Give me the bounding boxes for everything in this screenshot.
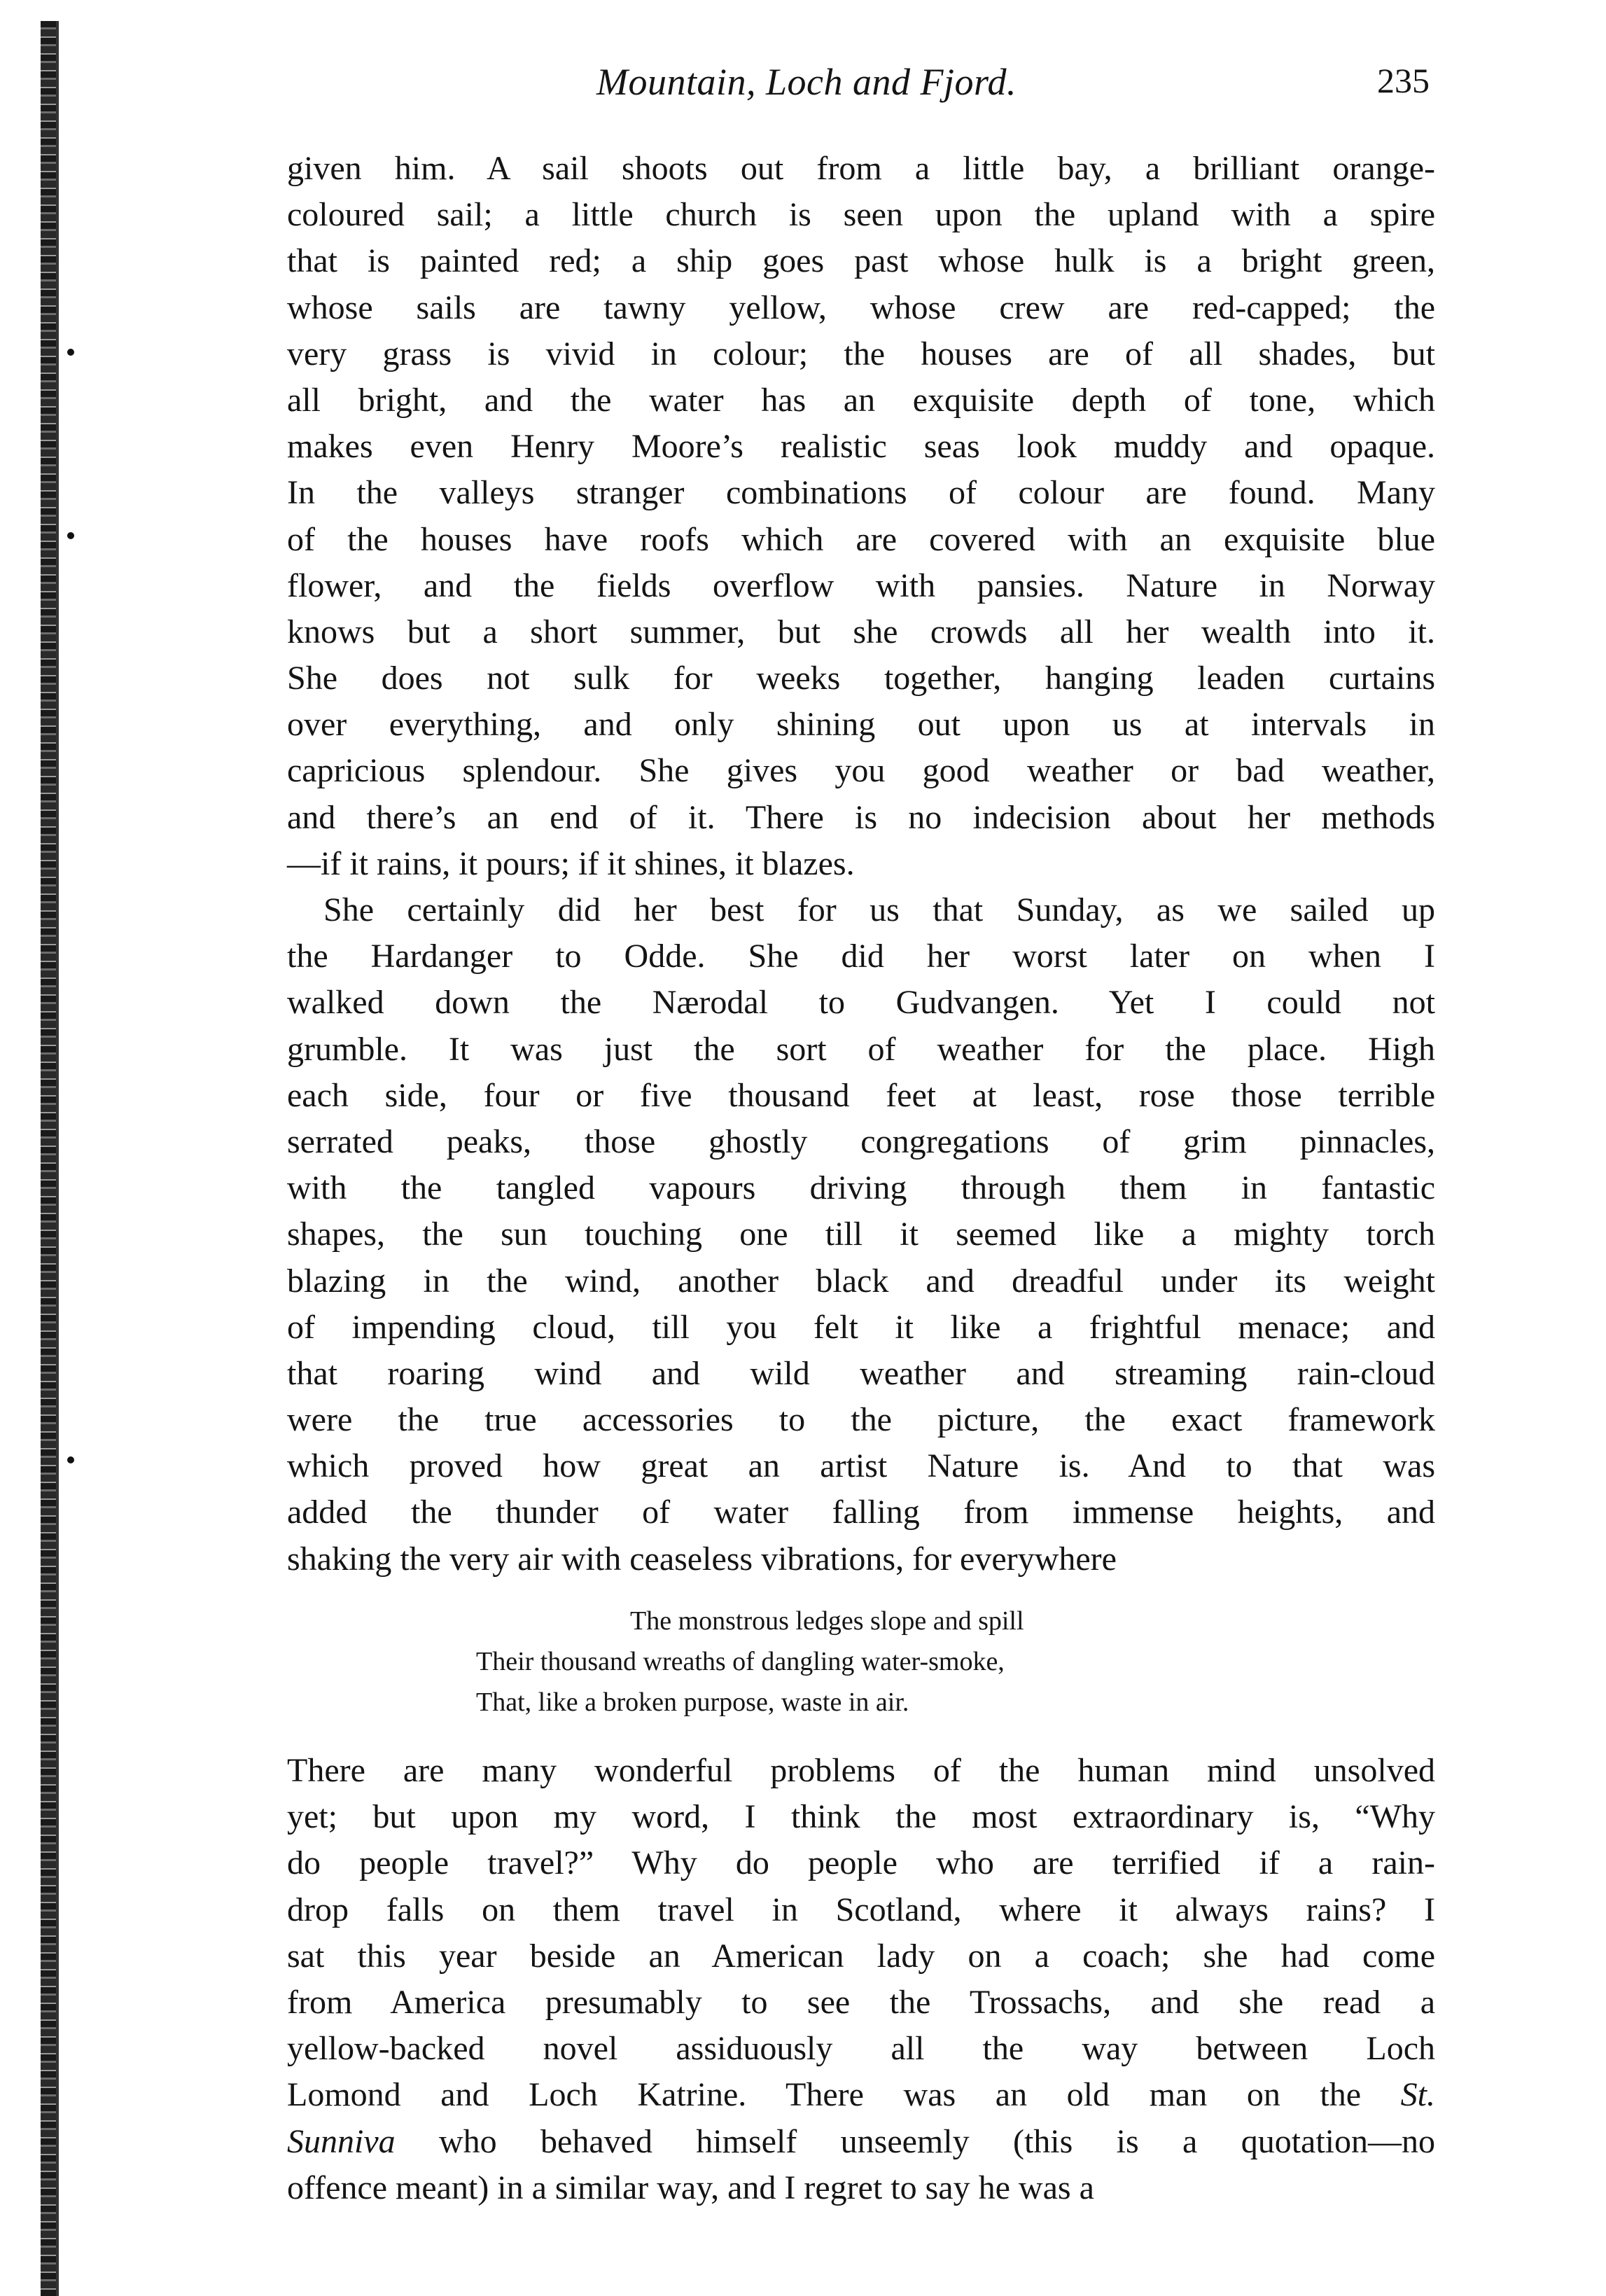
text-line: which proved how great an artist Nature is. And to that was xyxy=(287,1447,1435,1485)
verse-quotation xyxy=(476,1601,1316,1723)
text-line: the Hardanger to Odde. She did her worst later on when I xyxy=(287,938,1435,975)
text-line: yellow-backed novel assiduously all the way between Loch xyxy=(287,2030,1435,2068)
text-line xyxy=(287,2072,1435,2118)
verse-line: The monstrous ledges slope and spill xyxy=(630,1606,1024,1636)
verse-line: Their thousand wreaths of dangling water-smoke, xyxy=(476,1647,1005,1676)
paragraph xyxy=(287,887,1435,1582)
text-line: capricious splendour. She gives you good weather or bad weather, xyxy=(287,752,1435,790)
text-line: serrated peaks, those ghostly congregations of grim pinnacles, xyxy=(287,1122,1435,1160)
text-line: added the thunder of water falling from immense heights, and xyxy=(287,1494,1435,1531)
binding-mark xyxy=(67,1456,74,1463)
text-line: each side, four or five thousand feet at least, rose those terrible xyxy=(287,1076,1435,1114)
text-line: of impending cloud, till you felt it like a frightful menace; and xyxy=(287,1308,1435,1346)
text-run: who behaved himself unseemly (this is a quotation—no xyxy=(395,2122,1435,2160)
text-line: knows but a short summer, but she crowds all her wealth into it. xyxy=(287,613,1435,650)
text-line: shapes, the sun touching one till it seemed like a mighty torch xyxy=(287,1216,1435,1253)
text-line: —if it rains, it pours; if it shines, it blazes. xyxy=(287,844,855,882)
page-number: 235 xyxy=(1377,61,1430,100)
running-title: Mountain, Loch and Fjord. xyxy=(596,61,1017,103)
text-line: walked down the Nærodal to Gudvangen. Yet I could not xyxy=(287,984,1435,1022)
body-text xyxy=(287,1748,1435,2211)
text-run: Lomond and Loch Katrine. There was an old man on the xyxy=(287,2076,1401,2114)
text-line: very grass is vivid in colour; the houses are of all shades, but xyxy=(287,335,1435,373)
text-line: There are many wonderful problems of the human mind unsolved xyxy=(287,1752,1435,1789)
italic-ship-name: St. xyxy=(1400,2076,1435,2114)
text-line: that is painted red; a ship goes past whose hulk is a bright green, xyxy=(287,242,1435,280)
paragraph xyxy=(287,146,1435,887)
text-line: given him. A sail shoots out from a little bay, a brilliant orange- xyxy=(287,150,1435,187)
body-text xyxy=(287,146,1435,1582)
text-line: shaking the very air with ceaseless vibrations, for everywhere xyxy=(287,1540,1117,1578)
text-line xyxy=(287,2119,1435,2165)
text-line: that roaring wind and wild weather and streaming rain-cloud xyxy=(287,1354,1435,1392)
text-line: coloured sail; a little church is seen upon the upland with a spire xyxy=(287,196,1435,234)
italic-ship-name: Sunniva xyxy=(287,2122,396,2160)
text-line: offence meant) in a similar way, and I regret to say he was a xyxy=(287,2169,1094,2206)
text-line: drop falls on them travel in Scotland, where it always rains? I xyxy=(287,1891,1435,1928)
text-line: from America presumably to see the Trossachs, and she read a xyxy=(287,1983,1435,2021)
text-line: all bright, and the water has an exquisite depth of tone, which xyxy=(287,381,1435,419)
paragraph xyxy=(287,1748,1435,2211)
text-line: flower, and the fields overflow with pansies. Nature in Norway xyxy=(287,566,1435,604)
text-line: blazing in the wind, another black and dreadful under its weight xyxy=(287,1262,1435,1300)
text-line: and there’s an end of it. There is no indecision about her methods xyxy=(287,798,1435,836)
text-line: She certainly did her best for us that Sunday, as we sailed up xyxy=(323,891,1435,928)
text-line: grumble. It was just the sort of weather for the place. High xyxy=(287,1030,1435,1068)
text-line: of the houses have roofs which are covered with an exquisite blue xyxy=(287,520,1435,558)
scan-binding-edge xyxy=(41,21,59,2296)
verse-line: That, like a broken purpose, waste in air. xyxy=(476,1688,909,1717)
text-line: yet; but upon my word, I think the most extraordinary is, “Why xyxy=(287,1798,1435,1836)
text-line: sat this year beside an American lady on a coach; she had come xyxy=(287,1937,1435,1975)
binding-mark xyxy=(67,349,74,356)
text-line: makes even Henry Moore’s realistic seas look muddy and opaque. xyxy=(287,428,1435,466)
text-line: with the tangled vapours driving through them in fantastic xyxy=(287,1169,1435,1207)
text-line: were the true accessories to the picture, the exact framework xyxy=(287,1401,1435,1439)
binding-mark xyxy=(67,532,74,539)
text-line: over everything, and only shining out upon us at intervals in xyxy=(287,706,1435,744)
text-line: do people travel?” Why do people who are terrified if a rain- xyxy=(287,1844,1435,1882)
text-line: In the valleys stranger combinations of colour are found. Many xyxy=(287,474,1435,512)
text-line: She does not sulk for weeks together, hanging leaden curtains xyxy=(287,660,1435,697)
running-head xyxy=(288,60,1430,116)
text-line: whose sails are tawny yellow, whose crew are red-capped; the xyxy=(287,288,1435,326)
